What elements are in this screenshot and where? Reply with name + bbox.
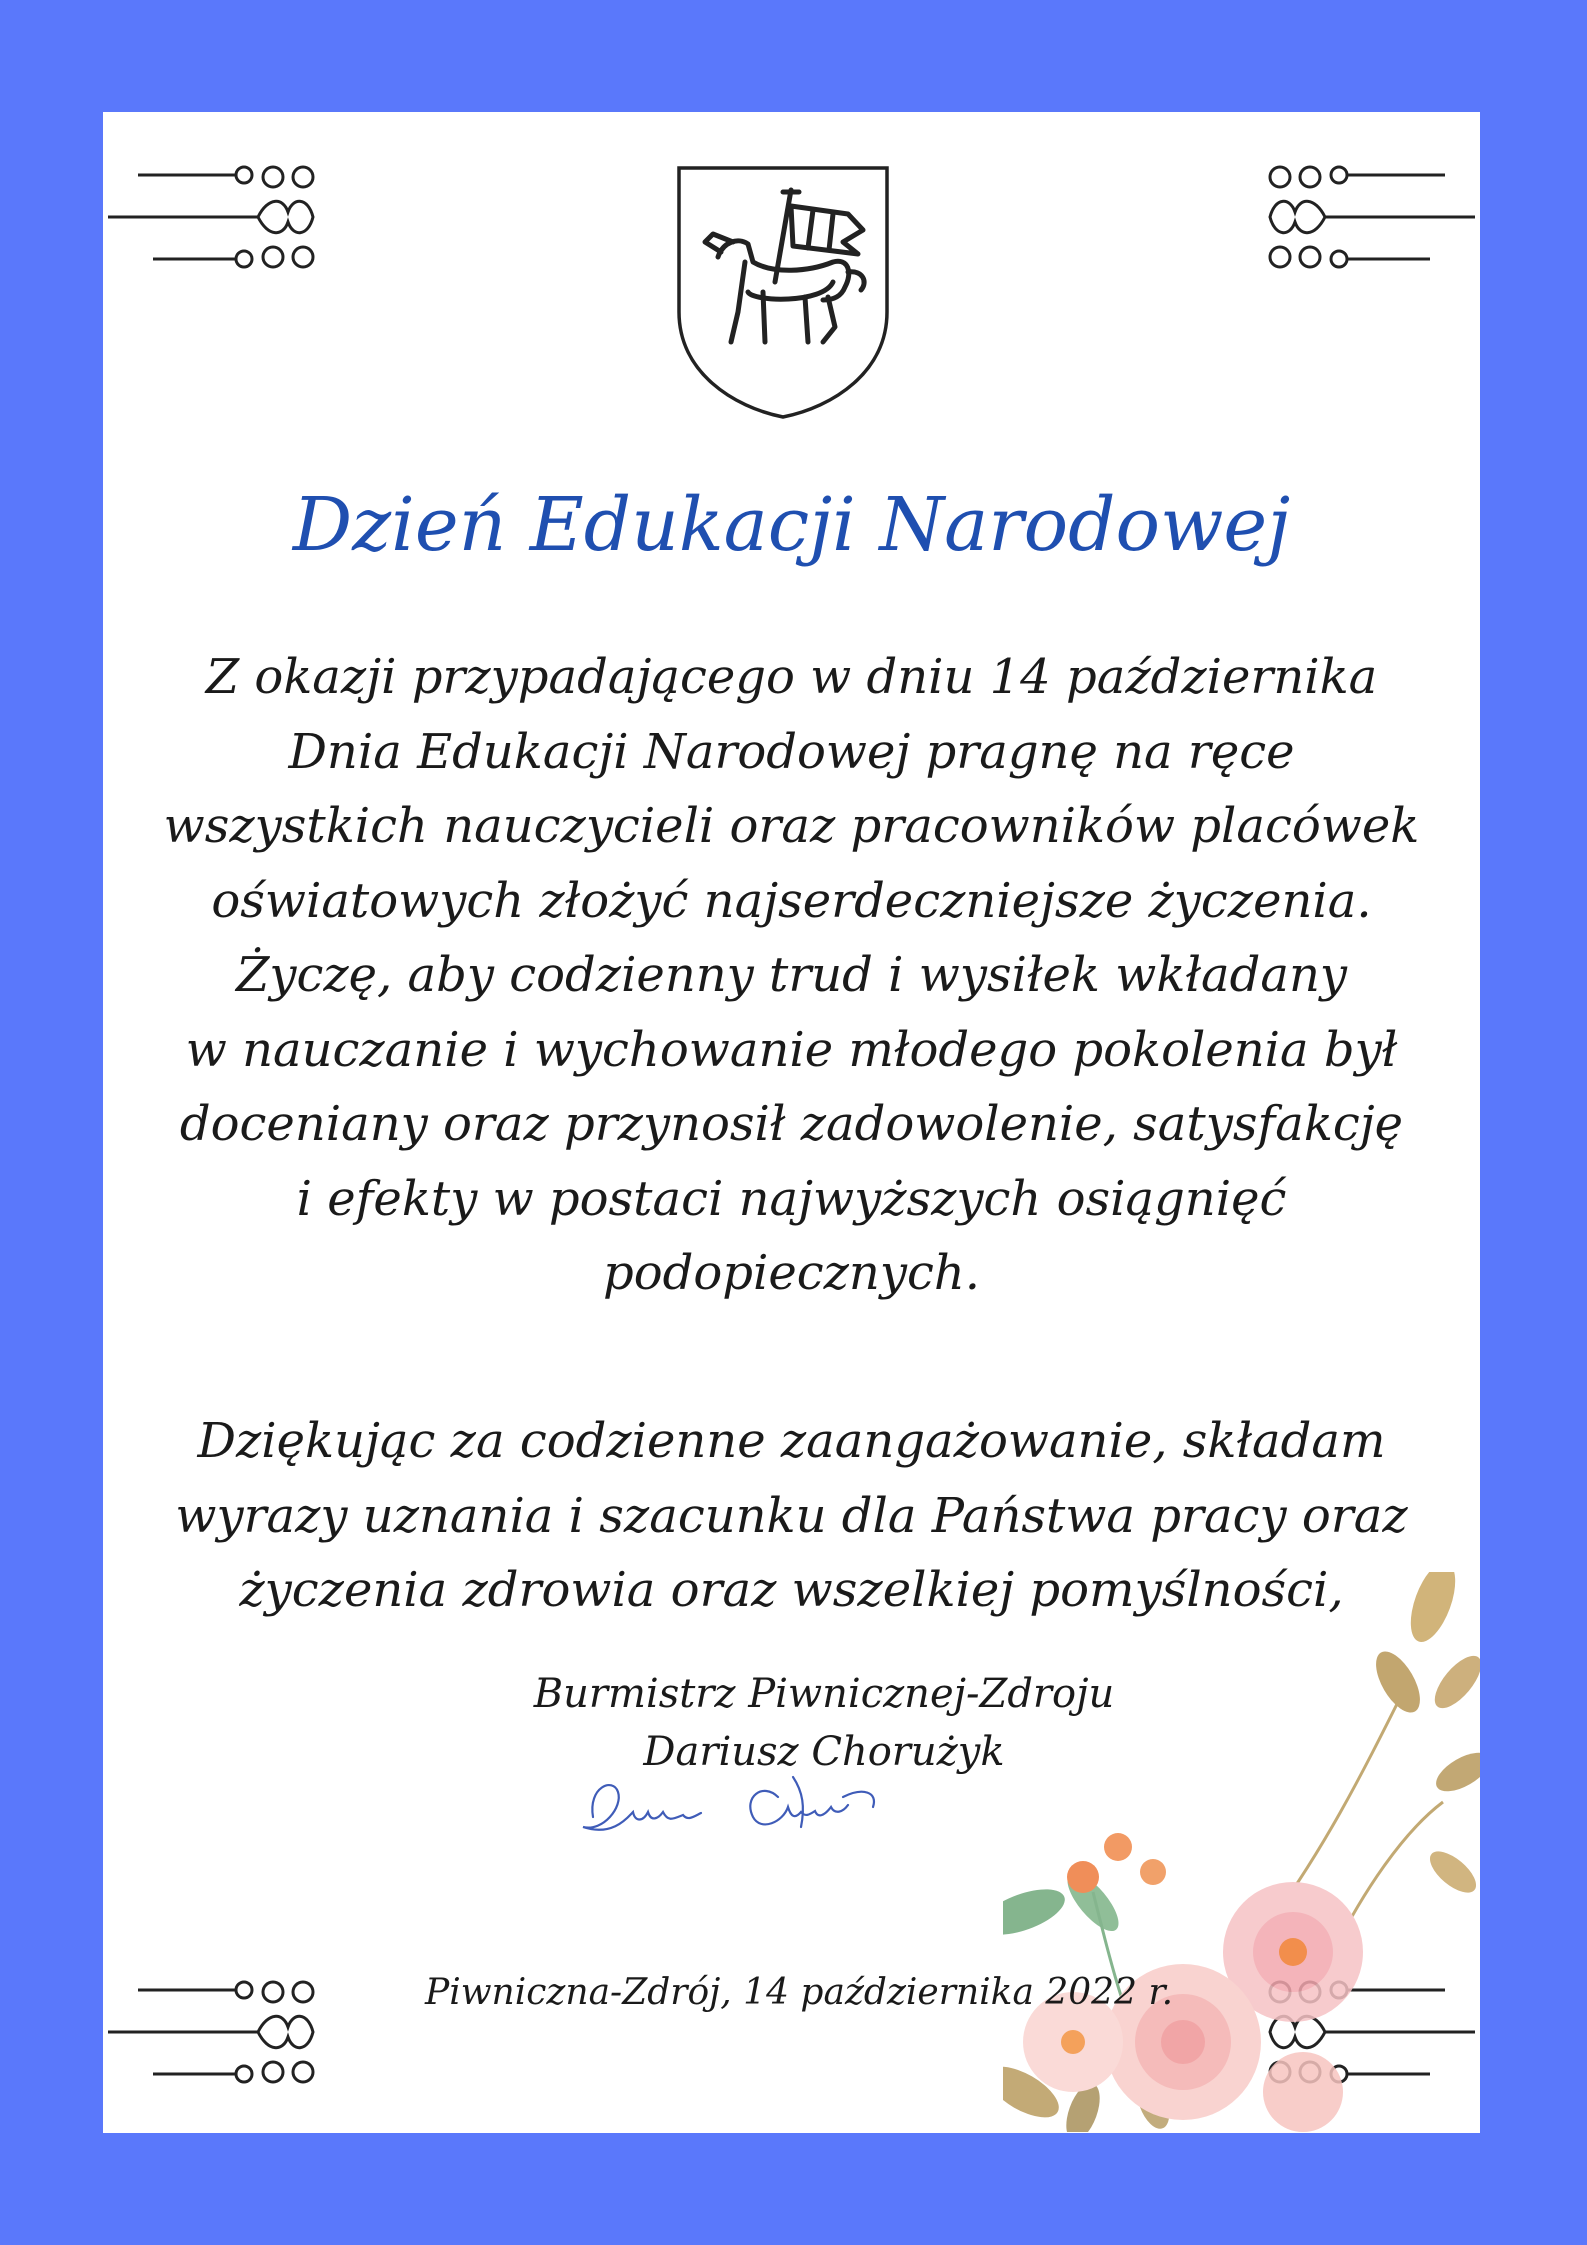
flowers-icon bbox=[1003, 1572, 1480, 2132]
corner-ornament-top-left-icon bbox=[108, 157, 323, 272]
text-line: Z okazji przypadającego w dniu 14 października bbox=[205, 649, 1378, 705]
text-line: w nauczanie i wychowanie młodego pokolenia był bbox=[185, 1021, 1398, 1078]
text-line: Dnia Edukacji Narodowej pragnę na ręce bbox=[288, 723, 1295, 780]
corner-ornament-bottom-left-icon bbox=[108, 1972, 323, 2087]
text-line: wszystkich nauczycieli oraz pracowników placówek bbox=[163, 798, 1420, 854]
signer-title: Burmistrz Piwnicznej-Zdroju bbox=[533, 1671, 1115, 1717]
text-line: podopiecznych. bbox=[603, 1245, 980, 1301]
signer-name: Dariusz Chorużyk bbox=[643, 1729, 1005, 1775]
text-line: doceniany oraz przynosił zadowolenie, satysfakcję bbox=[179, 1096, 1404, 1152]
text-line: i efekty w postaci najwyższych osiągnięć bbox=[296, 1170, 1287, 1227]
text-line: życzenia zdrowia oraz wszelkiej pomyślności, bbox=[239, 1562, 1344, 1618]
text-line: oświatowych złożyć najserdeczniejsze życzenia. bbox=[211, 872, 1372, 929]
text-line: Życzę, aby codzienny trud i wysiłek wkładany bbox=[235, 947, 1347, 1003]
text-line: Dziękując za codzienne zaangażowanie, składam bbox=[197, 1413, 1386, 1469]
page-title: Dzień Edukacji Narodowej bbox=[292, 482, 1291, 568]
text-line: wyrazy uznania i szacunku dla Państwa pracy oraz bbox=[175, 1487, 1408, 1544]
corner-ornament-top-right-icon bbox=[1260, 157, 1475, 272]
greeting-card bbox=[103, 112, 1480, 2133]
coat-of-arms-icon bbox=[673, 162, 893, 422]
handwritten-signature bbox=[573, 1757, 893, 1847]
greeting-paragraph bbox=[133, 640, 1450, 1311]
place-and-date: Piwniczna-Zdrój, 14 października 2022 r. bbox=[425, 1972, 1174, 2013]
